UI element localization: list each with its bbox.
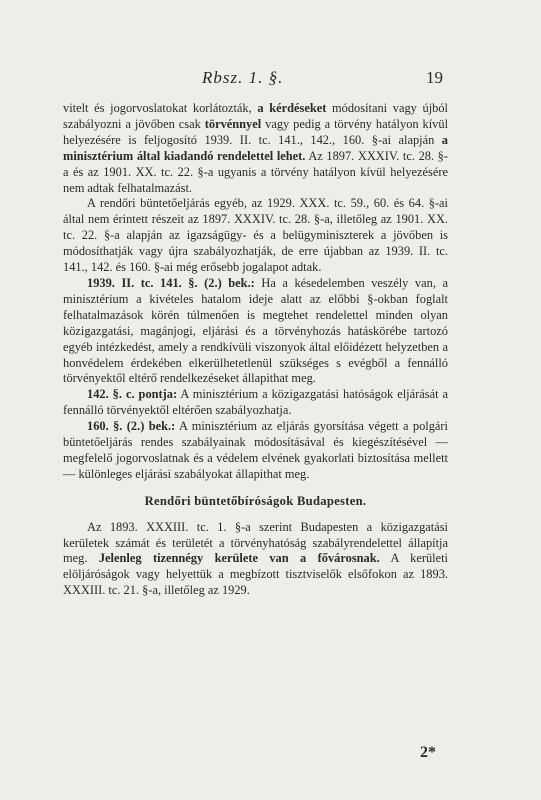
- law-reference: 1939. II. tc. 141. §. (2.) bek.:: [87, 275, 255, 290]
- paragraph-5: [63, 419, 448, 483]
- bold-run: törvénnyel: [204, 116, 262, 131]
- bold-run: a minisztérium által kiadandó rendelettel lehet.: [63, 132, 448, 163]
- page-number: 19: [426, 68, 443, 87]
- text-run: módosítani vagy újból szabályozni a jövőben csak: [63, 101, 448, 131]
- text-run: A kerületi elöljáróságok vagy helyettük a megbízott tisztviselők elsőfokon az 1893. XXXIII. tc. 21. §-a, illetőleg az 1929.: [63, 551, 449, 598]
- text-run: Az 1893. XXXIII. tc. 1. §-a szerint Budapesten a közigazgatási kerületek számát és területét a törvényhatóság szabályrendelettel állapítja meg.: [63, 519, 448, 566]
- paragraph-4: [63, 387, 448, 419]
- paragraph-3: [63, 276, 448, 387]
- text-run: Ha a késedelemben veszély van, a minisztérium a kivételes hatalom ideje alatt az előbbi §-okban foglalt felhatalmazások körén túlmenően is megtehet rendelettel minden olyan közigazgatási, magánjogi, eljárási és a törvényhozás hatáskörébe tartozó egyéb intézkedést, amely a rendkívüli viszonyok által előidézett helyzetben a honvédelem érdekében elkerülhetetlenül szükséges s evégből a fennálló törvényektől eltérő rendelkezéseket állapithat meg.: [63, 275, 448, 386]
- signature-mark: 2*: [420, 744, 436, 761]
- section-title: Rendőri büntetőbíróságok Budapesten.: [144, 493, 367, 508]
- paragraph-1: [63, 101, 448, 196]
- paragraph-2: A rendőri büntetőeljárás egyéb, az 1929. XXX. tc. 59., 60. és 64. §-ai által nem érintett részeit az 1897. XXXIV. tc. 28. §-a, illetőleg az 1901. XX. tc. 22. §-a alapján az igazságügy- és a belügyminiszterek a jövőben is módosíthatják vagy újra szabályozhatják, de erre újabban az 1939. II. tc. 141., 142. és 160. §-ai még erősebb jogalapot adtak.: [63, 196, 448, 275]
- text-run: vitelt és jogorvoslatokat korlátozták,: [63, 101, 258, 115]
- page-body: [63, 101, 448, 599]
- text-run: vagy pedig a törvény hatályon kívül helyezésére is feljogosító 1939. II. tc. 141., 142., 160. §-ai alapján: [63, 116, 449, 147]
- text-run: Az 1897. XXXIV. tc. 28. §-a és az 1901. XX. tc. 22. §-a ugyanis a törvény hatályon kívül helyezésére nem adtak felhatalmazást.: [63, 148, 448, 195]
- running-head: Rbsz. 1. §.: [202, 68, 284, 87]
- text-run: A minisztérium az eljárás gyorsítása végett a polgári büntetőeljárás rendes szabályainak módosításával és kiegészítésével — megfelelő jogorvoslatnak és a védelem elvének gyakorlati biztosítása mellett — különleges eljárási szabályokat állapithat meg.: [63, 419, 449, 481]
- page-header: [0, 68, 541, 92]
- bold-run: Jelenleg tizennégy kerülete van a fővárosnak.: [98, 551, 380, 566]
- law-reference: 142. §. c. pontja:: [87, 387, 178, 402]
- bold-run: a kérdéseket: [257, 101, 327, 115]
- paragraph-6: [63, 520, 448, 600]
- law-reference: 160. §. (2.) bek.:: [87, 419, 176, 434]
- text-run: A minisztérium a közigazgatási hatóságok eljárását a fennálló törvényektől eltérően szabályozhatja.: [63, 387, 449, 418]
